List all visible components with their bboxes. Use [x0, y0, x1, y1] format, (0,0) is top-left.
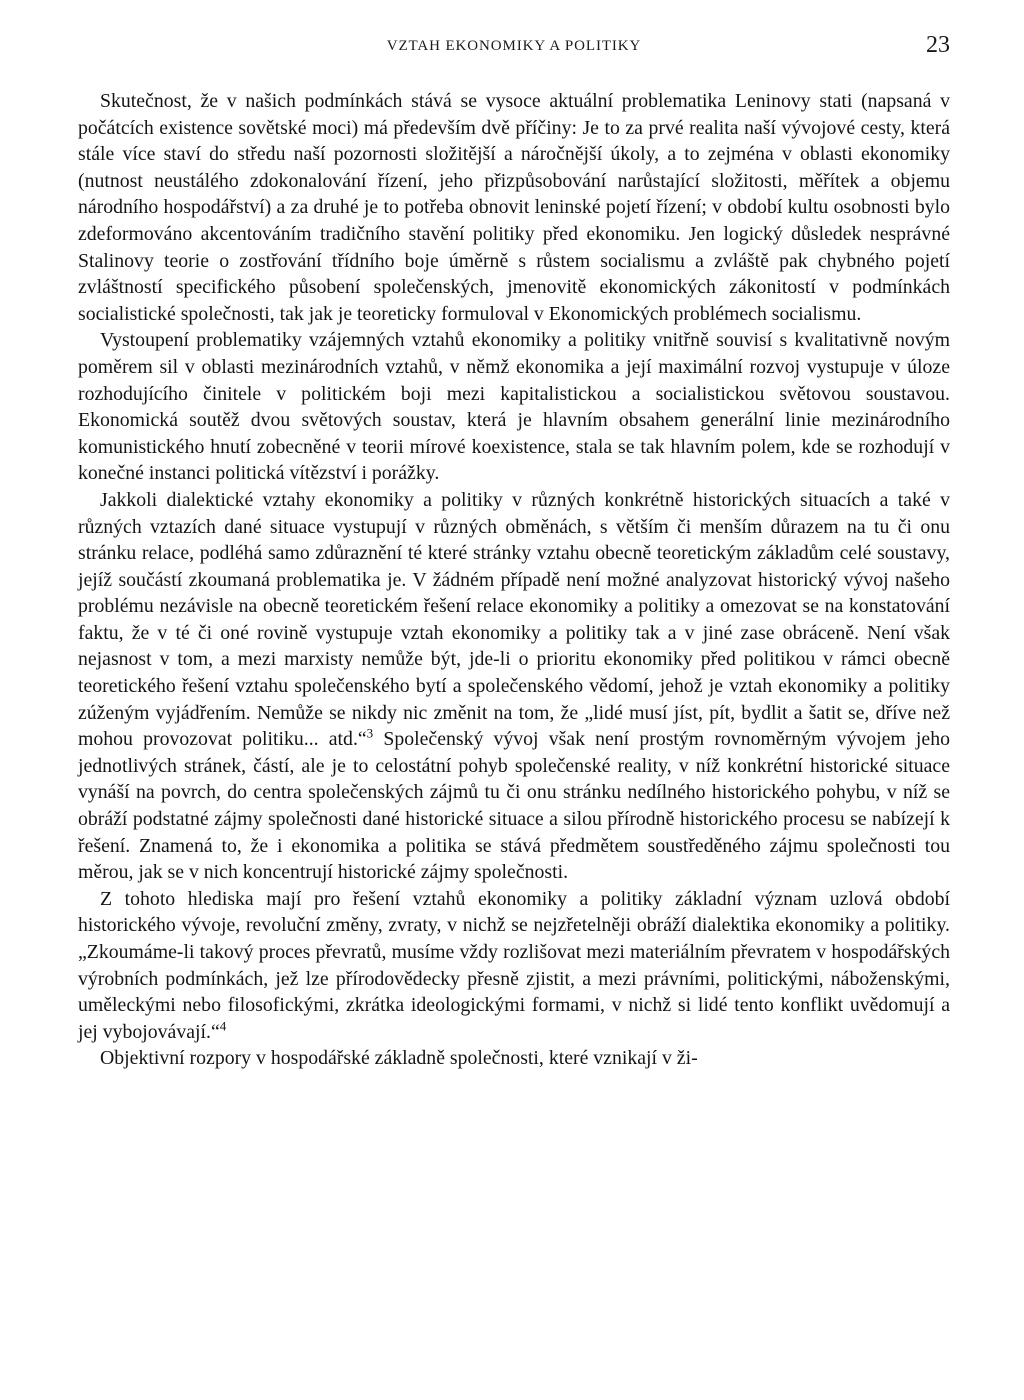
paragraph-5	[78, 1045, 950, 1072]
running-header	[78, 28, 950, 68]
body-text	[78, 88, 950, 1072]
book-page	[78, 28, 950, 1072]
paragraph-text-continued: Společenský vývoj však není prostým rovnoměrným vývojem jeho jednotlivých stránek, částí, ale je to celostátní pohyb společenské reality, v níž konkrétní historické situace vynáší na povrch, do centra společenských zájmů tu či onu stránku nedílného historického pohybu, v níž se obráží podstatné zájmy společnosti dané historické situace a silou přírodně historického procesu se nabízejí k řešení. Znamená to, že i ekonomika a politika se stává předmětem soustředěného zájmu společnosti tou měrou, jak se v nich koncentrují historické zájmy společnosti.	[78, 728, 950, 884]
paragraph-text: Skutečnost, že v našich podmínkách stává se vysoce aktuální problematika Leninovy stati (napsaná v počátcích existence sovětské moci) má především dvě příčiny: Je to za prvé realita naší vývojové cesty, která stále více staví do středu naší pozornosti složitější a náročnější úkoly, a to zejména v oblasti ekonomiky (nutnost neustálého zdokonalování řízení, jeho přizpůsobování narůstající složitosti, měřítek a objemu národního hospodářství) a za druhé je to potřeba obnovit leninské pojetí řízení; v období kultu osobnosti bylo zdeformováno akcentováním tradičního stavění politiky před ekonomiku. Jen logický důsledek nesprávné Stalinovy teorie o zostřování třídního boje úměrně s růstem socialismu a zvláště pak chybného pojetí zvláštností specifického působení společenských, jmenovitě ekonomických zákonitostí v podmínkách socialistické společnosti, tak jak je teoreticky formuloval v Ekonomických problémech socialismu.	[78, 90, 950, 325]
paragraph-2	[78, 327, 950, 487]
paragraph-text: Z tohoto hlediska mají pro řešení vztahů ekonomiky a politiky základní význam uzlová období historického vývoje, revoluční změny, zvraty, v nichž se nejzřetelněji obráží dialektika ekonomiky a politiky. „Zkoumáme-li takový proces převratů, musíme vždy rozlišovat mezi materiálním převratem v hospodářských výrobních podmínkách, jež lze přírodovědecky přesně zjistit, a mezi právními, politickými, náboženskými, uměleckými nebo filosofickými, zkrátka ideologickými formami, v nichž si lidé tento konflikt uvědomují a jej vybojovávají.“	[78, 887, 950, 1043]
paragraph-text: Jakkoli dialektické vztahy ekonomiky a politiky v různých konkrétně historických situacích a také v různých vztazích dané situace vystupují v různých obměnách, s větším či menším důrazem na tu či onu stránku relace, podléhá samo zdůraznění té které stránky vztahu obecně teoretickým základům celé soustavy, jejíž součástí zkoumaná problematika je. V žádném případě není možné analyzovat historický vývoj našeho problému nezávisle na obecně teoretickém řešení relace ekonomiky a politiky a omezovat se na konstatování faktu, že v té či oné rovině vystupuje vztah ekonomiky a politiky tak a v jiné zase obráceně. Není však nejasnost v tom, a mezi marxisty nemůže být, jde-li o prioritu ekonomiky před politikou v rámci obecně teoretického řešení vztahu společenského bytí a společenského vědomí, jehož je vztah ekonomiky a politiky zúženým vyjádřením. Nemůže se nikdy nic změnit na tom, že „lidé musí jíst, pít, bydlit a šatit se, dříve než mohou provozovat politiku... atd.“	[78, 488, 950, 751]
footnote-ref-4: 4	[219, 1018, 227, 1034]
running-title: VZTAH EKONOMIKY A POLITIKY	[386, 38, 642, 54]
paragraph-text: Objektivní rozpory v hospodářské základně společnosti, které vznikají v ži-	[100, 1047, 698, 1070]
paragraph-text: Vystoupení problematiky vzájemných vztahů ekonomiky a politiky vnitřně souvisí s kvalitativně novým poměrem sil v oblasti mezinárodních vztahů, v němž ekonomika a její maximální rozvoj vystupuje v úloze rozhodujícího činitele v politickém boji mezi kapitalistickou a socialistickou světovou soustavou. Ekonomická soutěž dvou světových soustav, která je hlavním obsahem generální linie mezinárodního komunistického hnutí zobecněné v teorii mírové koexistence, stala se tak hlavním polem, kde se rozhodují v konečné instanci politická vítězství i porážky.	[78, 329, 950, 485]
footnote-ref-3: 3	[366, 725, 374, 741]
paragraph-3	[78, 487, 950, 886]
paragraph-4	[78, 886, 950, 1046]
paragraph-1	[78, 88, 950, 327]
page-number: 23	[926, 32, 950, 58]
